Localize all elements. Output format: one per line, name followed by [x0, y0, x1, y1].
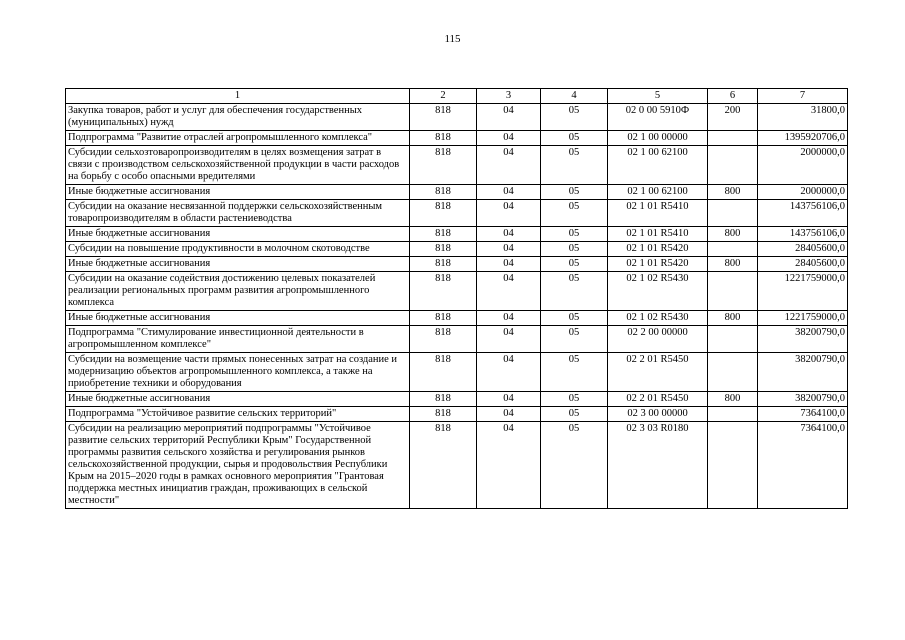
column-header: 4: [541, 89, 608, 104]
row-section-cell: 04: [477, 131, 541, 146]
row-amount-cell: 1221759000,0: [758, 311, 848, 326]
row-target-article-cell: 02 1 00 00000: [608, 131, 708, 146]
row-target-article-cell: 02 2 01 R5450: [608, 353, 708, 392]
row-code-cell: 818: [410, 200, 477, 227]
row-subsection-cell: 05: [541, 311, 608, 326]
row-section-cell: 04: [477, 104, 541, 131]
table-header-row: [66, 89, 848, 104]
row-target-article-cell: 02 3 03 R0180: [608, 422, 708, 509]
row-code-cell: 818: [410, 407, 477, 422]
row-name-cell: Подпрограмма "Устойчивое развитие сельских территорий": [66, 407, 410, 422]
column-header: 2: [410, 89, 477, 104]
row-amount-cell: 1221759000,0: [758, 272, 848, 311]
row-code-cell: 818: [410, 257, 477, 272]
row-name-cell: Субсидии на реализацию мероприятий подпрограммы "Устойчивое развитие сельских территорий Республики Крым" Государственной программы развития сельского хозяйства и регулирования рынков сельскохозяйственной продукции, сырья и продовольствия Республики Крым на 2015–2020 годы в рамках основного мероприятия "Грантовая поддержка местных инициатив граждан, проживающих в сельской местности": [66, 422, 410, 509]
row-code-cell: 818: [410, 185, 477, 200]
row-code-cell: 818: [410, 146, 477, 185]
row-target-article-cell: 02 0 00 5910Ф: [608, 104, 708, 131]
row-name-cell: Субсидии на повышение продуктивности в молочном скотоводстве: [66, 242, 410, 257]
row-target-article-cell: 02 3 00 00000: [608, 407, 708, 422]
row-amount-cell: 38200790,0: [758, 353, 848, 392]
row-expense-type-cell: 800: [708, 392, 758, 407]
row-target-article-cell: 02 1 01 R5420: [608, 257, 708, 272]
row-amount-cell: 143756106,0: [758, 200, 848, 227]
row-name-cell: Иные бюджетные ассигнования: [66, 185, 410, 200]
row-name-cell: Иные бюджетные ассигнования: [66, 227, 410, 242]
row-name-cell: Иные бюджетные ассигнования: [66, 392, 410, 407]
row-name-cell: Подпрограмма "Стимулирование инвестиционной деятельности в агропромышленном комплексе": [66, 326, 410, 353]
row-code-cell: 818: [410, 104, 477, 131]
row-subsection-cell: 05: [541, 146, 608, 185]
row-target-article-cell: 02 1 00 62100: [608, 146, 708, 185]
row-section-cell: 04: [477, 353, 541, 392]
table-row: [66, 146, 848, 185]
row-subsection-cell: 05: [541, 185, 608, 200]
row-subsection-cell: 05: [541, 104, 608, 131]
row-amount-cell: 143756106,0: [758, 227, 848, 242]
row-subsection-cell: 05: [541, 131, 608, 146]
row-name-cell: Субсидии сельхозтоваропроизводителям в целях возмещения затрат в связи с производством сельскохозяйственной продукции в части расходов на борьбу с особо опасными вредителями: [66, 146, 410, 185]
row-amount-cell: 28405600,0: [758, 242, 848, 257]
table-row: [66, 131, 848, 146]
column-header: 3: [477, 89, 541, 104]
row-target-article-cell: 02 1 02 R5430: [608, 311, 708, 326]
row-code-cell: 818: [410, 131, 477, 146]
table-row: [66, 272, 848, 311]
column-header: 5: [608, 89, 708, 104]
row-target-article-cell: 02 1 01 R5410: [608, 200, 708, 227]
row-expense-type-cell: 800: [708, 227, 758, 242]
row-section-cell: 04: [477, 185, 541, 200]
row-subsection-cell: 05: [541, 272, 608, 311]
row-expense-type-cell: [708, 353, 758, 392]
row-subsection-cell: 05: [541, 242, 608, 257]
row-section-cell: 04: [477, 257, 541, 272]
row-code-cell: 818: [410, 311, 477, 326]
row-section-cell: 04: [477, 407, 541, 422]
table-row: [66, 200, 848, 227]
row-code-cell: 818: [410, 227, 477, 242]
row-subsection-cell: 05: [541, 407, 608, 422]
column-header: 1: [66, 89, 410, 104]
row-code-cell: 818: [410, 422, 477, 509]
row-section-cell: 04: [477, 392, 541, 407]
row-subsection-cell: 05: [541, 326, 608, 353]
row-code-cell: 818: [410, 272, 477, 311]
table-row: [66, 422, 848, 509]
row-amount-cell: 2000000,0: [758, 185, 848, 200]
row-section-cell: 04: [477, 422, 541, 509]
row-amount-cell: 28405600,0: [758, 257, 848, 272]
row-name-cell: Субсидии на оказание несвязанной поддержки сельскохозяйственным товаропроизводителям в области растениеводства: [66, 200, 410, 227]
table-row: [66, 104, 848, 131]
row-name-cell: Субсидии на оказание содействия достижению целевых показателей реализации региональных программ развития агропромышленного комплекса: [66, 272, 410, 311]
row-expense-type-cell: 800: [708, 185, 758, 200]
row-expense-type-cell: [708, 272, 758, 311]
row-code-cell: 818: [410, 392, 477, 407]
row-expense-type-cell: 800: [708, 257, 758, 272]
row-amount-cell: 7364100,0: [758, 407, 848, 422]
page-number: 115: [444, 33, 461, 45]
row-section-cell: 04: [477, 311, 541, 326]
row-name-cell: Иные бюджетные ассигнования: [66, 311, 410, 326]
row-subsection-cell: 05: [541, 422, 608, 509]
row-subsection-cell: 05: [541, 257, 608, 272]
row-section-cell: 04: [477, 146, 541, 185]
row-name-cell: Закупка товаров, работ и услуг для обеспечения государственных (муниципальных) нужд: [66, 104, 410, 131]
row-expense-type-cell: [708, 422, 758, 509]
row-name-cell: Субсидии на возмещение части прямых понесенных затрат на создание и модернизацию объектов агропромышленного комплекса, а также на приобретение техники и оборудования: [66, 353, 410, 392]
row-target-article-cell: 02 2 00 00000: [608, 326, 708, 353]
row-section-cell: 04: [477, 272, 541, 311]
row-expense-type-cell: [708, 407, 758, 422]
row-amount-cell: 1395920706,0: [758, 131, 848, 146]
row-code-cell: 818: [410, 242, 477, 257]
row-subsection-cell: 05: [541, 392, 608, 407]
row-expense-type-cell: 800: [708, 311, 758, 326]
row-name-cell: Подпрограмма "Развитие отраслей агропромышленного комплекса": [66, 131, 410, 146]
row-amount-cell: 38200790,0: [758, 392, 848, 407]
row-target-article-cell: 02 1 02 R5430: [608, 272, 708, 311]
table-row: [66, 326, 848, 353]
row-expense-type-cell: 200: [708, 104, 758, 131]
column-header: 7: [758, 89, 848, 104]
row-target-article-cell: 02 1 01 R5420: [608, 242, 708, 257]
table-body: [66, 104, 848, 509]
row-code-cell: 818: [410, 326, 477, 353]
row-section-cell: 04: [477, 242, 541, 257]
table-row: [66, 407, 848, 422]
table-row: [66, 242, 848, 257]
table-row: [66, 185, 848, 200]
row-amount-cell: 31800,0: [758, 104, 848, 131]
row-target-article-cell: 02 1 01 R5410: [608, 227, 708, 242]
row-section-cell: 04: [477, 227, 541, 242]
table-row: [66, 227, 848, 242]
column-header: 6: [708, 89, 758, 104]
table-row: [66, 392, 848, 407]
table-row: [66, 353, 848, 392]
row-amount-cell: 7364100,0: [758, 422, 848, 509]
row-expense-type-cell: [708, 326, 758, 353]
row-target-article-cell: 02 1 00 62100: [608, 185, 708, 200]
row-name-cell: Иные бюджетные ассигнования: [66, 257, 410, 272]
row-expense-type-cell: [708, 200, 758, 227]
row-amount-cell: 2000000,0: [758, 146, 848, 185]
row-section-cell: 04: [477, 200, 541, 227]
row-expense-type-cell: [708, 242, 758, 257]
row-subsection-cell: 05: [541, 200, 608, 227]
row-expense-type-cell: [708, 146, 758, 185]
budget-table: [65, 88, 848, 509]
row-expense-type-cell: [708, 131, 758, 146]
row-subsection-cell: 05: [541, 353, 608, 392]
row-target-article-cell: 02 2 01 R5450: [608, 392, 708, 407]
row-subsection-cell: 05: [541, 227, 608, 242]
row-amount-cell: 38200790,0: [758, 326, 848, 353]
table-row: [66, 311, 848, 326]
row-code-cell: 818: [410, 353, 477, 392]
table-row: [66, 257, 848, 272]
row-section-cell: 04: [477, 326, 541, 353]
